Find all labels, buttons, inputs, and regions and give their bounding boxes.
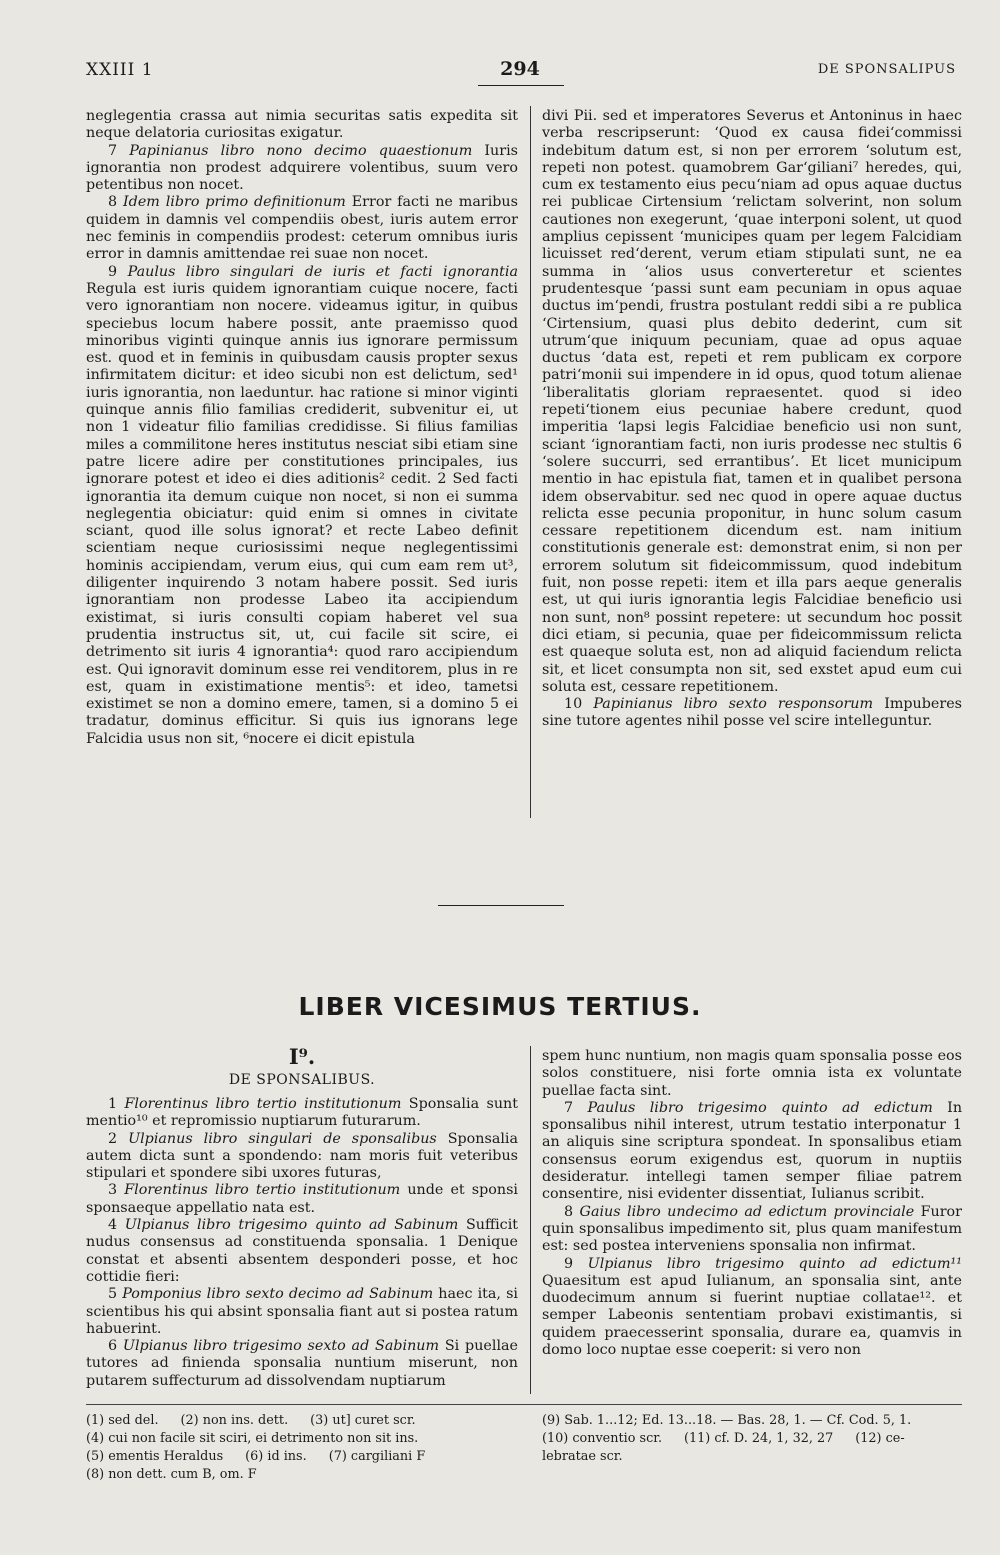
inscription: Ulpianus libro singulari de sponsalibus	[128, 1130, 437, 1147]
footnote: (1) sed del.	[86, 1413, 159, 1428]
top-right-column	[542, 108, 962, 731]
footnote: (6) id ins.	[245, 1449, 307, 1464]
bottom-right-column	[542, 1048, 962, 1359]
paragraph	[86, 194, 518, 263]
fragment-number: 2	[108, 1130, 118, 1147]
fragment-number: 1	[108, 1096, 118, 1112]
inscription: Florentinus libro tertio institutionum	[124, 1096, 402, 1112]
footnote: (5) ementis Heraldus	[86, 1449, 224, 1464]
paragraph	[542, 108, 962, 696]
fragment-text: Sponsalia autem dicta sunt a spondendo: nam moris fuit veteribus stipulari et spondere sibi uxores futuras,	[86, 1130, 519, 1182]
section-divider	[438, 905, 564, 906]
fragment-text: unde et sponsi sponsaeque appellatio nata est.	[86, 1182, 518, 1216]
fragment-text: spem hunc nuntium, non magis quam sponsalia posse eos solos constituere, nisi forte omnia ista ex voluntate puellae facta sint.	[542, 1048, 962, 1099]
footnote: (12) ce-	[855, 1431, 905, 1446]
inscription: Ulpianus libro trigesimo quinto ad Sabinum	[124, 1217, 459, 1234]
inscription: Gaius libro undecimo ad edictum provinciale	[579, 1203, 915, 1220]
fragment-text: In sponsalibus nihil interest, utrum testatio interponatur 1 an aliquis sine scriptura spondeat. In sponsalibus etiam consensus eorum exigendus est, quorum in nuptiis desideratur. intellegi tamen semper filiae patrem consentire, nisi evidenter dissentiat, Iulianus scribit.	[542, 1099, 963, 1203]
book-title-number: XXIII 1	[86, 60, 154, 80]
paragraph	[86, 108, 518, 143]
fragment-number: 7	[564, 1099, 574, 1116]
fragment-number: 8	[108, 194, 118, 211]
paragraph	[86, 1338, 518, 1390]
fragment-text: Quaesitum est apud Iulianum, an sponsalia sint, ante duodecimum annum si fuerint nuptiae collatae¹². et semper Labeonis sententiam probavi existimantis, si quidem praecesserint sponsalia, durare ea, quamvis in domo loco nuptae esse coeperit: si vero non	[542, 1272, 962, 1359]
fragment-number: 9	[564, 1255, 574, 1272]
paragraph	[542, 1256, 962, 1360]
paragraph	[86, 1217, 518, 1286]
paragraph	[86, 264, 518, 748]
footnotes-right	[542, 1412, 962, 1466]
fragment-text: Sufficit nudus consensus ad constituenda sponsalia. 1 Denique constat et absenti absentem desponderi posse, et hoc cottidie fieri:	[86, 1217, 519, 1285]
page-number-rule	[478, 85, 564, 86]
fragment-number: 9	[108, 263, 118, 280]
footnote: (2) non ins. dett.	[180, 1413, 289, 1428]
fragment-text: haec ita, si scientibus his qui absint sponsalia fiant aut si postea ratum habuerint.	[86, 1286, 519, 1337]
footnote: (11) cf. D. 24, 1, 32, 27	[684, 1431, 834, 1446]
footnote-line	[542, 1412, 962, 1430]
title-name: DE SPONSALIBUS.	[228, 1072, 376, 1088]
paragraph	[86, 1182, 518, 1217]
footnote: lebratae scr.	[542, 1449, 623, 1464]
fragment-number: 7	[108, 142, 118, 159]
fragment-text: Sponsalia sunt mentio¹⁰ et repromissio nuptiarum futurarum.	[86, 1096, 518, 1130]
footnote-line	[86, 1448, 516, 1466]
paragraph	[542, 1204, 962, 1256]
inscription: Papinianus libro sexto responsorum	[593, 696, 874, 713]
footnote: (10) conventio scr.	[542, 1431, 663, 1446]
footnote: (3) ut] curet scr.	[310, 1413, 416, 1428]
footnote: (9) Sab. 1...12; Ed. 13...18. — Bas. 28, 1. — Cf. Cod. 5, 1.	[542, 1413, 912, 1428]
fragment-text: Si puellae tutores ad finienda sponsalia nuntium miserunt, non putarem suffecturum ad dissolvendam nuptiarum	[86, 1338, 518, 1389]
page-number: 294	[500, 58, 540, 80]
fragment-text: Regula est iuris quidem ignorantiam cuique nocere, facti vero ignorantiam non nocere. videamus igitur, in quibus speciebus locum habere possit, ante praemisso quod minoribus viginti quinque annis ius ignorare permissum est. quod et in feminis in quibusdam causis propter sexus infirmitatem dicitur: et ideo sicubi non est delictum, sed¹ iuris ignorantia, non laeduntur. hac ratione si minor viginti quinque annis filio familias crediderit, subvenitur ei, ut non 1 videatur filio familias credidisse. Si filius familias miles a commilitone heres institutus nesciat sibi etiam sine patre licere adire per constitutiones principales, ius ignorare potest et ideo ei dies aditionis² cedit. 2 Sed facti ignorantia ita demum cuique non nocet, si non ei summa neglegentia obiciatur: quid enim si omnes in civitate sciant, quod ille solus ignorat? et recte Labeo definit scientiam neque curiosissimi neque neglegentissimi hominis accipiendam, verum eius, qui cum eam rem ut³, diligenter inquirendo 3 notam habere possit. Sed iuris ignorantiam non prodesse Labeo ita accipiendum existimat, si iuris consulti copiam haberet vel sua prudentia instructus sit, ut, cui facile sit scire, ei detrimento sit iuris 4 ignorantia⁴: quod raro accipiendum est. Qui ignoravit dominum esse rei venditorem, plus in re est, quam in existimatione mentis⁵: et ideo, tametsi existimet se non a domino emere, tamen, si a domino 5 ei tradatur, dominus efficitur. Si quis ius ignorans lege Falcidia usus non sit, ⁶nocere ei dicit epistula	[86, 280, 518, 747]
inscription: Florentinus libro tertio institutionum	[124, 1182, 401, 1199]
fragment-text: divi Pii. sed et imperatores Severus et Antoninus in haec verba rescripserunt: ‘Quod ex causa fidei‘commissi indebitum datum est, si non per errorem ‘solutum est, repeti non potest. quamobrem Gar‘giliani⁷ heredes, qui, cum ex testamento eius pecu‘niam ad opus aquae ductus rei publicae Cirtensium ‘relictam solverint, non solum cautiones non exegerunt, ‘quae interponi solent, ut quod amplius cepissent ‘municipes quam per legem Falcidiam licuisset red‘derent, verum etiam stipulati sunt, ne ea summa in ‘alios usus converteretur et scientes prudentesque ‘passi sunt eam pecuniam in opus aquae ductus im‘pendi, frustra postulant reddi sibi a re publica ‘Cirtensium, quasi plus debito dederint, cum sit utrum‘que iniquum pecuniam, quae ad opus aquae ductus ‘data est, repeti et rem publicam ex corpore patri‘monii sui impendere in id opus, quod totum alienae ‘liberalitatis gloriam repraesentet. quod si ideo repeti‘tionem eius pecuniae habere credunt, quod imperitia ‘lapsi legis Falcidiae beneficio usi non sunt, sciant ‘ignorantiam facti, non iuris prodesse nec stultis 6 ‘solere succurri, sed errantibus’. Et licet municipum mentio in hac epistula fiat, tamen et in qualibet persona idem observabitur. sed nec quod in opere aquae ductus relicta esse pecunia proponitur, in hunc solum casum cessare repetitionem dicendum est. nam initium constitutionis generale est: demonstrat enim, si non per errorem solutum sit fideicommissum, quod indebitum fuit, non posse repeti: item et illa pars aeque generalis est, ut qui iuris ignorantia legis Falcidiae beneficio usi non sunt, non⁸ possint repetere: ut secundum hoc possit dici etiam, si pecunia, quae per fideicommissum relicta est quaeque soluta est, non ad aliquid faciendum relicta sit, et licet consumpta non sit, sed exstet apud eum cui soluta est, cessare repetitionem.	[542, 108, 962, 695]
fragment-number: 6	[108, 1338, 118, 1355]
inscription: Ulpianus libro trigesimo quinto ad edictum¹¹	[587, 1255, 962, 1272]
paragraph	[542, 1048, 962, 1100]
running-header	[0, 58, 1000, 88]
fragment-number: 8	[564, 1203, 574, 1220]
column-divider-top	[530, 106, 531, 818]
inscription: Papinianus libro nono decimo quaestionum	[129, 142, 473, 159]
fragment-number: 3	[108, 1182, 118, 1199]
inscription: Idem libro primo definitionum	[123, 194, 346, 211]
paragraph	[86, 1286, 518, 1338]
top-left-column	[86, 108, 518, 748]
fragment-number: 4	[108, 1217, 118, 1234]
fragment-text: Impuberes sine tutore agentes nihil posse vel scire intelleguntur.	[542, 696, 963, 730]
paragraph	[86, 143, 518, 195]
fragment-text: Furor quin sponsalibus impedimento sit, plus quam manifestum est: sed postea interveniens sponsalia non infirmat.	[542, 1203, 962, 1255]
book-heading: LIBER VICESIMUS TERTIUS.	[298, 992, 702, 1021]
paragraph	[86, 1096, 518, 1131]
footnote-line	[542, 1430, 962, 1448]
footnote-line	[86, 1430, 516, 1448]
footnote-line	[86, 1466, 516, 1484]
inscription: Paulus libro singulari de iuris et facti ignorantia	[127, 263, 518, 280]
inscription: Paulus libro trigesimo quinto ad edictum	[587, 1099, 933, 1116]
paragraph	[542, 1100, 962, 1204]
column-divider-bottom	[530, 1046, 531, 1394]
running-title: DE SPONSALIPUS	[817, 62, 956, 77]
footnotes-left	[86, 1412, 516, 1484]
inscription: Ulpianus libro trigesimo sexto ad Sabinum	[122, 1338, 440, 1355]
paragraph	[542, 696, 962, 731]
bottom-left-column	[86, 1096, 518, 1390]
fragment-number: 10	[564, 696, 583, 713]
footnote-rule	[86, 1404, 962, 1405]
fragment-text: neglegentia crassa aut nimia securitas satis expedita sit neque delatoria curiositas exigatur.	[86, 108, 518, 142]
fragment-number: 5	[108, 1286, 118, 1303]
fragment-text: Error facti ne maribus quidem in damnis vel compendiis obest, iuris autem error nec feminis in compendiis prodest: ceterum omnibus iuris error in damnis amittendae rei suae non nocet.	[86, 194, 518, 263]
footnote: (8) non dett. cum B, om. F	[86, 1467, 257, 1482]
footnote-line	[542, 1448, 962, 1466]
inscription: Pomponius libro sexto decimo ad Sabinum	[122, 1286, 434, 1303]
footnote: (7) cargiliani F	[328, 1449, 426, 1464]
footnote: (4) cui non facile sit sciri, ei detrimento non sit ins.	[86, 1431, 419, 1446]
title-number: I⁹.	[288, 1044, 316, 1069]
footnote-line	[86, 1412, 516, 1430]
paragraph	[86, 1131, 518, 1183]
fragment-text: Iuris ignorantia non prodest adquirere volentibus, suum vero petentibus non nocet.	[86, 142, 519, 194]
